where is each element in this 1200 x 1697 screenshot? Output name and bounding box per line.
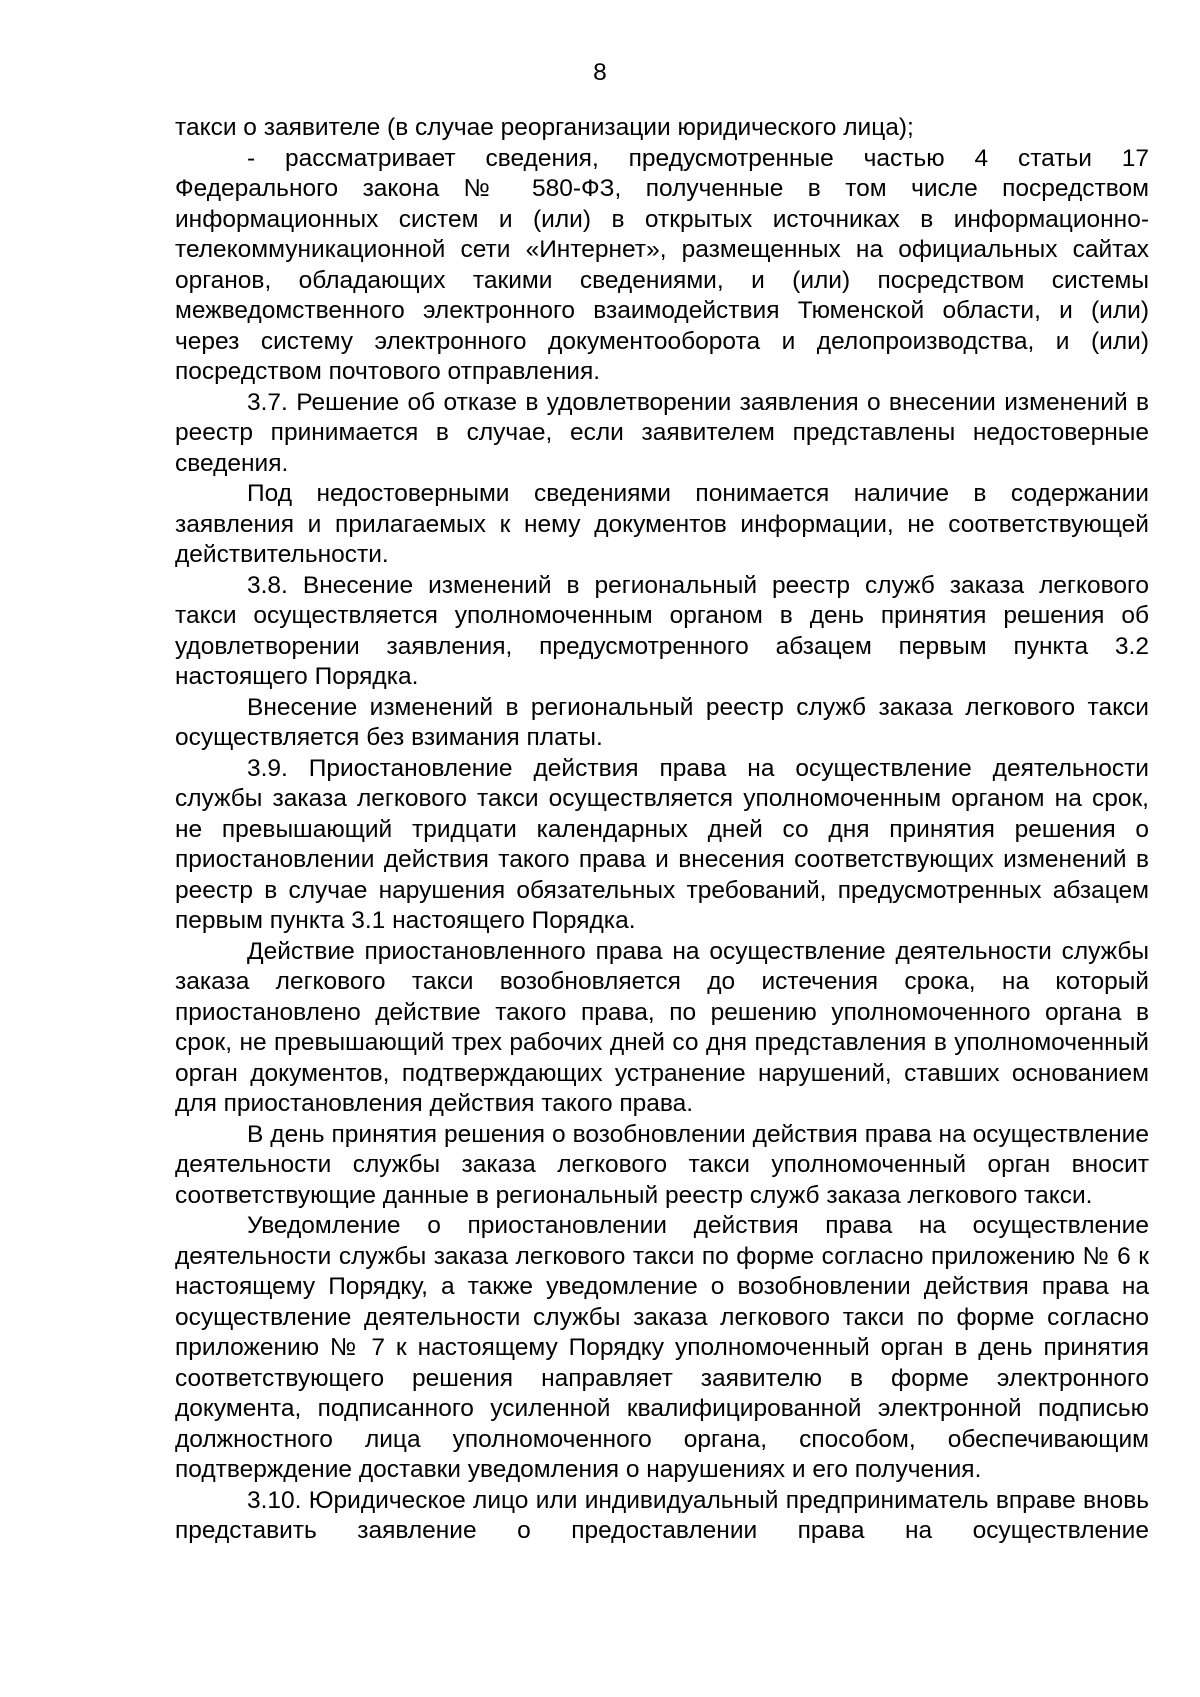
paragraph: Под недостоверными сведениями понимается наличие в содержании заявления и прилагаемых к нему документов информации, не соответствующей действительности. [175,480,1149,568]
paragraph: В день принятия решения о возобновлении действия права на осуществление деятельности службы заказа легкового такси уполномоченный орган вносит соответствующие данные в региональный реестр служб заказа легкового такси. [175,1120,1149,1209]
paragraph: 3.7. Решение об отказе в удовлетворении заявления о внесении изменений в реестр принимается в случае, если заявителем представлены недостоверные сведения. [175,388,1149,477]
paragraph: Уведомление о приостановлении действия права на осуществление деятельности службы заказа легкового такси по форме согласно приложению № 6 к настоящему Порядку, а также уведомление о возобновлении действия права на осуществление деятельности службы заказа легкового такси по форме согласно приложению № 7 к настоящему Порядку уполномоченный орган в день принятия соответствующего решения направляет заявителю в форме электронного документа, подписанного усиленной квалифицированной электронной подписью должностного лица уполномоченного органа, способом, обеспечивающим подтверждение доставки уведомления о нарушениях и его получения. [175,1212,1149,1483]
paragraph: такси о заявителе (в случае реорганизации юридического лица); [175,114,914,141]
paragraph: Внесение изменений в региональный реестр служб заказа легкового такси осуществляется без взимания платы. [175,693,1149,751]
paragraph: Действие приостановленного права на осуществление деятельности службы заказа легкового такси возобновляется до истечения срока, на который приостановлено действие такого права, по решению уполномоченного органа в срок, не превышающий трех рабочих дней со дня представления в уполномоченный орган документов, подтверждающих устранение нарушений, ставших основанием для приостановления действия такого права. [175,937,1149,1117]
paragraph: - рассматривает сведения, предусмотренные частью 4 статьи 17 Федерального закона № 580-ФЗ, полученные в том числе посредством информационных систем и (или) в открытых источниках в информационно-телекоммуникационной сети «Интернет», размещенных на официальных сайтах органов, обладающих такими сведениями, и (или) посредством системы межведомственного электронного взаимодействия Тюменской области, и (или) через систему электронного документооборота и делопроизводства, и (или) посредством почтового отправления. [175,144,1149,385]
paragraph: 3.8. Внесение изменений в региональный реестр служб заказа легкового такси осуществляется уполномоченным органом в день принятия решения об удовлетворении заявления, предусмотренного абзацем первым пункта 3.2 настоящего Порядка. [175,571,1149,690]
document-body [175,113,1149,1547]
paragraph: 3.9. Приостановление действия права на осуществление деятельности службы заказа легкового такси осуществляется уполномоченным органом на срок, не превышающий тридцати календарных дней со дня принятия решения о приостановлении действия такого права и внесения соответствующих изменений в реестр в случае нарушения обязательных требований, предусмотренных абзацем первым пункта 3.1 настоящего Порядка. [175,754,1149,934]
paragraph: 3.10. Юридическое лицо или индивидуальный предприниматель вправе вновь представить заявление о предоставлении права на осуществление [175,1486,1149,1544]
page-number: 8 [593,59,607,86]
